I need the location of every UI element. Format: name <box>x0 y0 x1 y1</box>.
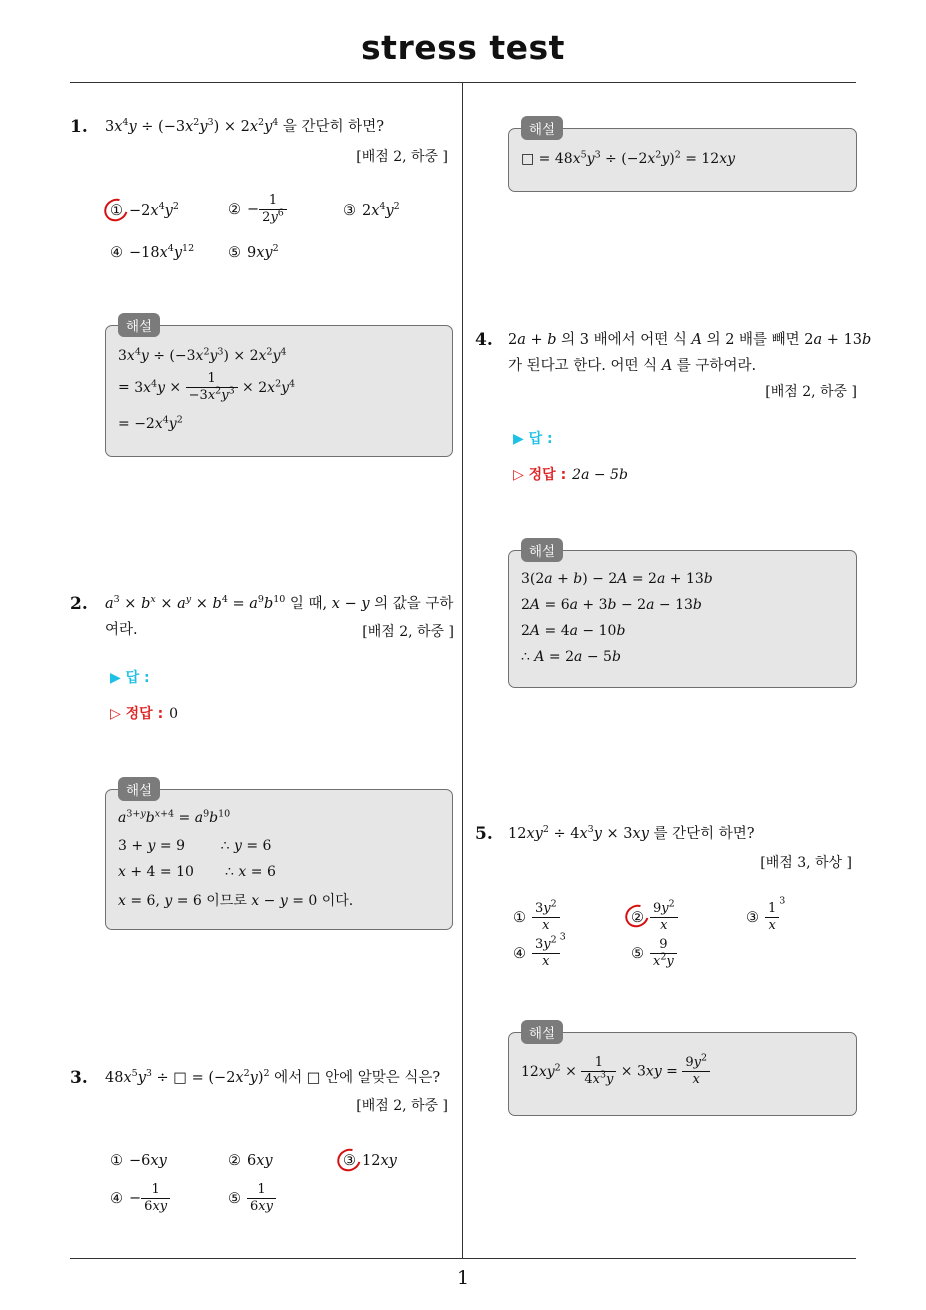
page-title: stress test <box>361 28 565 67</box>
explanation-line: $12xy^2$ × $\frac{1}{4x^3y}$ × 3xy = $\frac{9y^2}{x}$ <box>521 1055 710 1088</box>
choice-3[interactable]: ③ $2x^4y^2$ <box>343 201 400 219</box>
answer-mark-circle <box>100 194 132 225</box>
explanation-line: $3x^4y \div (-3x^2y^3) \times 2x^2y^4$ <box>118 346 287 364</box>
explanation-box-q3 <box>508 122 857 192</box>
question-text: 2a + b 의 3 배에서 어떤 식 A 의 2 배를 빼면 2a + 13b <box>508 332 872 348</box>
explanation-tag: 해설 <box>521 1020 563 1044</box>
question-number: 3. <box>70 1068 88 1088</box>
question-meta: [배점 2, 하중 ] <box>356 1098 448 1114</box>
choice-5[interactable]: ⑤ $\frac{1}{6xy}$ <box>228 1182 276 1215</box>
explanation-line: = $3x^4y$ × $\frac{1}{-3x^2y^3}$ × $2x^2y^4$ <box>118 371 296 403</box>
explanation-line: 3(2a + b) − 2A = 2a + 13b <box>521 571 713 587</box>
explanation-line: = $-2x^4y^2$ <box>118 414 183 432</box>
explanation-tag: 해설 <box>521 116 563 140</box>
answer-mark-circle <box>333 1144 365 1175</box>
header-rule <box>70 82 856 83</box>
explanation-tag: 해설 <box>118 313 160 337</box>
correct-answer-label: ▷ 정답 : 0 <box>110 706 179 722</box>
answer-label: ▶ 답 : <box>513 431 553 447</box>
page-number: 1 <box>456 1267 470 1289</box>
question-text: $a^3 \times b^x \times a^y \times b^4 = a^9b^{10}$ 일 때, x − y 의 값을 구하 <box>105 594 454 612</box>
explanation-box <box>105 783 453 930</box>
question-number: 5. <box>475 824 493 844</box>
choice-5[interactable]: ⑤ $\frac{9}{x^2y}$ <box>631 937 677 970</box>
choice-3[interactable]: ③ $\frac{1}{x}$ $^3$ <box>746 895 786 933</box>
choice-3[interactable]: ③ 12xy <box>343 1153 397 1169</box>
question-meta: [배점 2, 하중 ] <box>356 149 448 165</box>
choice-1[interactable]: ① −6xy <box>110 1153 167 1169</box>
explanation-tag: 해설 <box>118 777 160 801</box>
choice-4[interactable]: ④ − $\frac{1}{6xy}$ <box>110 1182 170 1215</box>
explanation-line: ∴ A = 2a − 5b <box>521 649 621 665</box>
explanation-line: 3 + y = 9 ∴ y = 6 <box>118 838 272 854</box>
explanation-line: x = 6, y = 6 이므로 x − y = 0 이다. <box>118 893 354 909</box>
explanation-line: $a^{3+y}b^{x+4} = a^9b^{10}$ <box>118 808 231 826</box>
choice-2[interactable]: ② − $\frac{1}{2y^6}$ <box>228 193 287 226</box>
choice-5[interactable]: ⑤ $9xy^2$ <box>228 243 279 261</box>
question-text: $48x^5y^3$ ÷ □ = $(-2x^2y)^2$ 에서 □ 안에 알맞은 식은? <box>105 1068 441 1086</box>
footer-rule <box>70 1258 856 1259</box>
question-meta: [배점 3, 하상 ] <box>760 855 852 871</box>
choice-2[interactable]: ② 6xy <box>228 1153 273 1169</box>
question-text-line2: 여라. <box>105 622 138 638</box>
question-number: 4. <box>475 330 493 350</box>
choice-1[interactable]: ① $\frac{3y^2}{x}$ <box>513 901 560 934</box>
correct-answer-label: ▷ 정답 : 2a − 5b <box>513 467 628 483</box>
question-text: $12xy^2 \div 4x^3y \times 3xy$ 를 간단히 하면? <box>508 824 755 842</box>
answer-label: ▶ 답 : <box>110 670 150 686</box>
question-meta: [배점 2, 하중 ] <box>765 384 857 400</box>
explanation-line: 2A = 4a − 10b <box>521 623 626 639</box>
choice-4[interactable]: ④ $-18x^4y^{12}$ <box>110 243 195 261</box>
correct-answer-value: 2a − 5b <box>572 467 628 483</box>
explanation-line: x + 4 = 10 ∴ x = 6 <box>118 864 276 880</box>
choice-1[interactable]: ① $-2x^4y^2$ <box>110 201 179 219</box>
question-number: 1. <box>70 117 88 137</box>
explanation-line: □ = $48x^5y^3 \div (-2x^2y)^2 = 12xy$ <box>521 149 736 167</box>
question-text-line2: 가 된다고 한다. 어떤 식 A 를 구하여라. <box>508 358 757 374</box>
explanation-tag: 해설 <box>521 538 563 562</box>
explanation-box <box>508 544 857 688</box>
explanation-box <box>508 1026 857 1116</box>
correct-answer-value: 0 <box>169 706 179 722</box>
choice-2[interactable]: ② $\frac{9y^2}{x}$ <box>631 901 678 934</box>
question-meta: [배점 2, 하중 ] <box>362 624 454 640</box>
explanation-line: 2A = 6a + 3b − 2a − 13b <box>521 597 702 613</box>
explanation-box <box>105 319 453 457</box>
column-divider <box>462 83 463 1258</box>
question-number: 2. <box>70 594 88 614</box>
choice-4[interactable]: ④ $\frac{3y^2}{x}$ $^3$ <box>513 931 566 969</box>
question-text: $3x^4y \div (-3x^2y^3) \times 2x^2y^4$ 을 간단히 하면? <box>105 117 384 135</box>
